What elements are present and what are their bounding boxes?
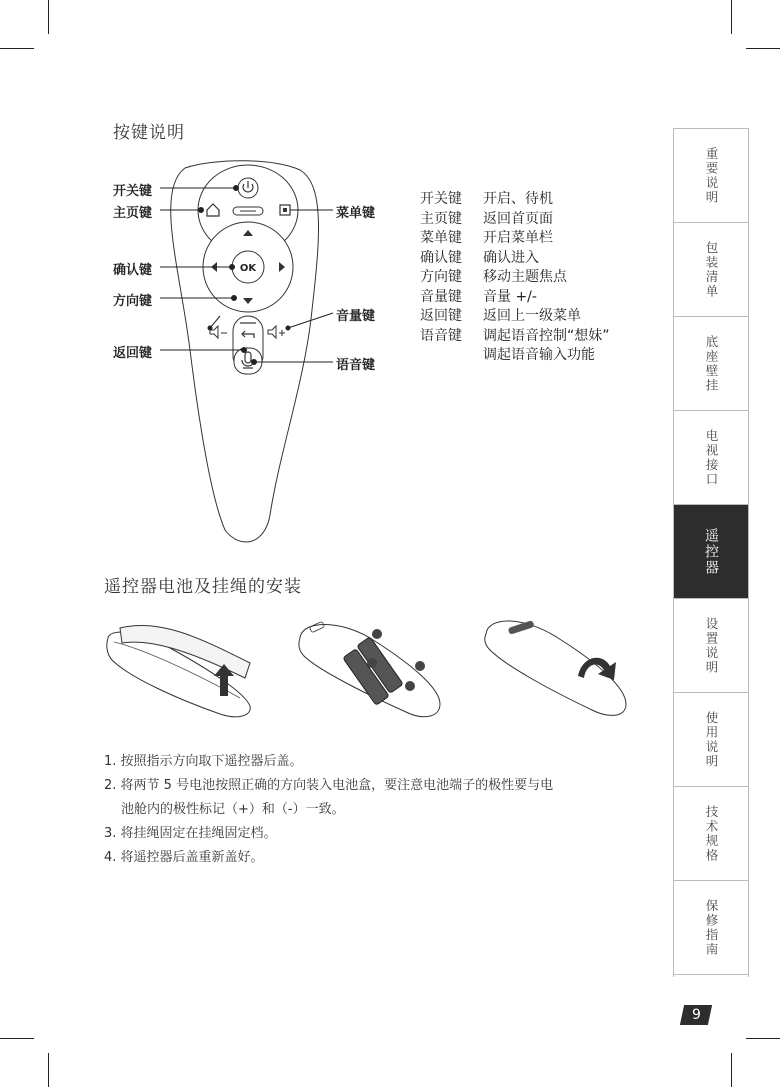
key-name: 返回键 bbox=[420, 308, 462, 324]
tab-label: 电视接口 bbox=[704, 428, 719, 487]
tab-remote-control[interactable] bbox=[674, 505, 748, 599]
tab-important-notes[interactable] bbox=[674, 129, 748, 223]
battery-step-insert-batteries bbox=[290, 608, 455, 723]
key-row bbox=[420, 307, 610, 327]
key-row bbox=[420, 190, 610, 210]
key-row bbox=[420, 268, 610, 288]
install-steps bbox=[104, 750, 553, 870]
tab-label: 遥控器 bbox=[703, 527, 719, 576]
key-name bbox=[420, 346, 483, 366]
key-name: 开关键 bbox=[420, 191, 462, 207]
crop-mark bbox=[0, 48, 34, 49]
key-row bbox=[420, 288, 610, 308]
tab-label: 设置说明 bbox=[704, 616, 719, 675]
tab-usage[interactable] bbox=[674, 693, 748, 787]
key-row bbox=[420, 346, 610, 366]
callout-volume: 音量键 bbox=[336, 309, 376, 324]
section-title-battery: 遥控器电池及挂绳的安装 bbox=[104, 577, 302, 597]
crop-mark bbox=[48, 1053, 49, 1087]
key-desc: 音量 +/- bbox=[483, 288, 537, 305]
key-desc: 开启、待机 bbox=[483, 191, 553, 207]
install-step: 1. 按照指示方向取下遥控器后盖。 bbox=[104, 754, 303, 769]
battery-step-remove-cover bbox=[100, 608, 260, 723]
tab-warranty[interactable] bbox=[674, 881, 748, 975]
battery-step-close-cover bbox=[478, 608, 638, 723]
key-desc: 确认进入 bbox=[483, 249, 539, 266]
chapter-tabs bbox=[673, 128, 749, 977]
install-step: 3. 将挂绳固定在挂绳固定档。 bbox=[104, 826, 277, 841]
key-row bbox=[420, 327, 610, 347]
key-desc: 开启菜单栏 bbox=[483, 230, 553, 246]
tab-specs[interactable] bbox=[674, 787, 748, 881]
callout-confirm: 确认键 bbox=[113, 263, 153, 278]
key-name: 音量键 bbox=[420, 288, 462, 305]
callout-back: 返回键 bbox=[113, 346, 153, 361]
callout-home: 主页键 bbox=[113, 206, 153, 221]
crop-mark bbox=[48, 0, 49, 34]
ok-label: OK bbox=[239, 263, 257, 274]
callout-voice: 语音键 bbox=[336, 358, 376, 373]
key-row bbox=[420, 249, 610, 269]
key-desc: 调起语音输入功能 bbox=[483, 347, 595, 363]
callout-direction: 方向键 bbox=[113, 294, 153, 309]
key-desc: 返回上一级菜单 bbox=[483, 308, 581, 324]
crop-mark bbox=[731, 0, 732, 34]
key-name: 主页键 bbox=[420, 210, 462, 227]
crop-mark bbox=[0, 1038, 34, 1039]
tab-label: 使用说明 bbox=[704, 710, 719, 769]
install-step: 池舱内的极性标记（+）和（-）一致。 bbox=[121, 802, 345, 817]
key-row bbox=[420, 210, 610, 230]
page-number bbox=[680, 1005, 712, 1025]
tab-label: 保修指南 bbox=[704, 898, 719, 957]
key-desc: 移动主题焦点 bbox=[483, 269, 567, 285]
callout-power: 开关键 bbox=[113, 184, 153, 199]
install-step: 2. 将两节 5 号电池按照正确的方向装入电池盒，要注意电池端子的极性要与电 bbox=[104, 778, 554, 793]
install-step: 4. 将遥控器后盖重新盖好。 bbox=[104, 850, 264, 865]
section-title-keys: 按键说明 bbox=[113, 123, 185, 143]
tab-label: 包装清单 bbox=[704, 240, 719, 299]
crop-mark bbox=[731, 1053, 732, 1087]
key-name: 菜单键 bbox=[420, 230, 462, 246]
tab-tv-ports[interactable] bbox=[674, 411, 748, 505]
callout-menu: 菜单键 bbox=[336, 206, 376, 221]
tab-package-list[interactable] bbox=[674, 223, 748, 317]
tab-label: 底座壁挂 bbox=[704, 334, 719, 393]
key-name: 方向键 bbox=[420, 269, 462, 285]
tab-label: 技术规格 bbox=[704, 804, 719, 863]
key-desc: 返回首页面 bbox=[483, 210, 553, 227]
tab-settings[interactable] bbox=[674, 599, 748, 693]
page-number-text: 9 bbox=[691, 1007, 701, 1023]
key-name: 语音键 bbox=[420, 327, 462, 344]
key-row bbox=[420, 229, 610, 249]
key-name: 确认键 bbox=[420, 249, 462, 266]
tab-label: 重要说明 bbox=[704, 146, 719, 205]
crop-mark bbox=[746, 1038, 780, 1039]
tab-base-wall-mount[interactable] bbox=[674, 317, 748, 411]
key-desc: 调起语音控制“想妹” bbox=[483, 327, 610, 344]
key-description-list bbox=[420, 190, 610, 366]
crop-mark bbox=[746, 48, 780, 49]
